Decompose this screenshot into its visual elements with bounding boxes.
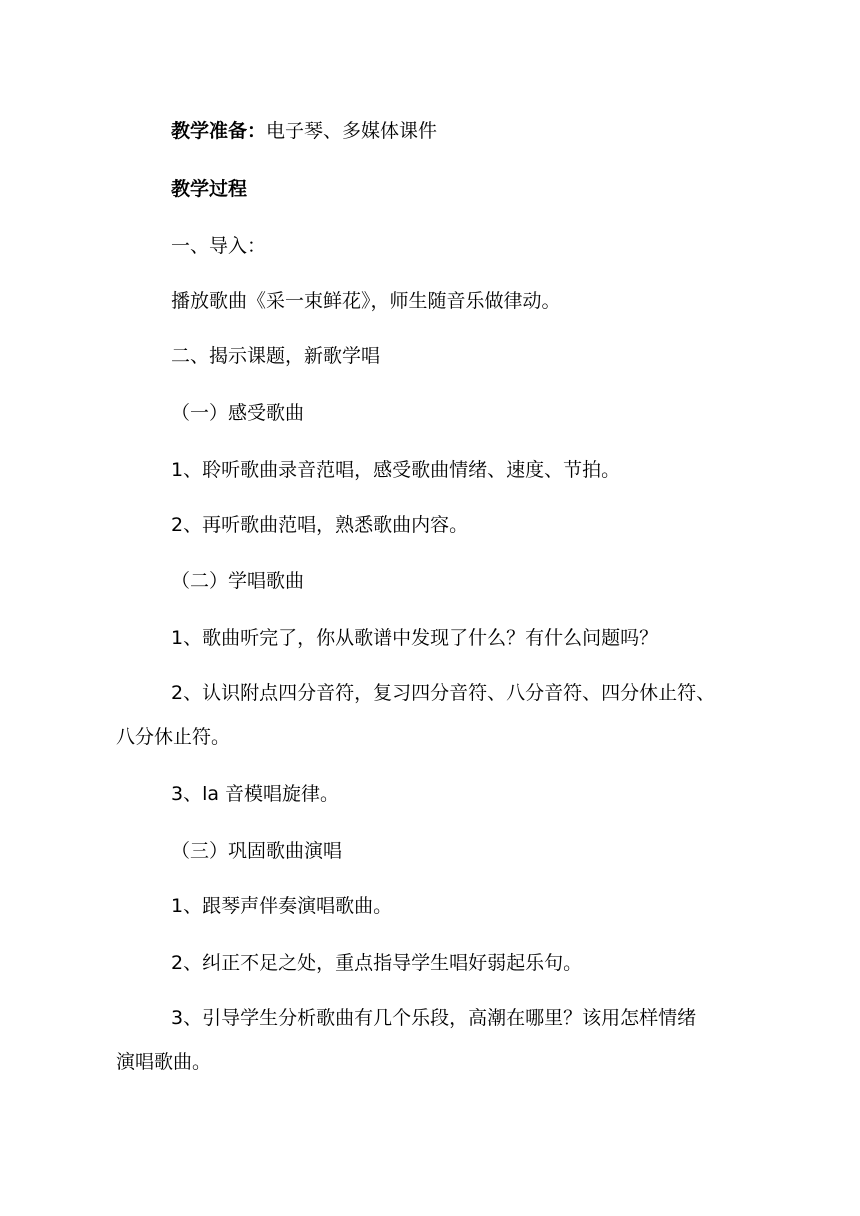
part-learn-song-item: 3、la 音模唱旋律。 (171, 783, 340, 805)
teaching-preparation-text: 电子琴、多媒体课件 (266, 120, 438, 142)
teaching-preparation-label: 教学准备： (171, 120, 267, 142)
part-learn-song-item: 2、认识附点四分音符，复习四分音符、八分音符、四分休止符、 (171, 682, 716, 704)
section-new-song-heading: 二、揭示课题，新歌学唱 (171, 345, 381, 367)
part-feel-song-item: 1、聆听歌曲录音范唱，感受歌曲情绪、速度、节拍。 (171, 459, 621, 481)
part-feel-song-item: 2、再听歌曲范唱，熟悉歌曲内容。 (171, 514, 469, 536)
teaching-process-heading: 教学过程 (171, 178, 248, 200)
teaching-preparation-line (171, 119, 437, 143)
part-learn-song-item: 1、歌曲听完了，你从歌谱中发现了什么？有什么问题吗？ (171, 627, 659, 649)
part-consolidate-item: 2、纠正不足之处，重点指导学生唱好弱起乐句。 (171, 952, 583, 974)
part-feel-song-heading: （一）感受歌曲 (171, 402, 305, 424)
part-consolidate-item: 3、引导学生分析歌曲有几个乐段，高潮在哪里？该用怎样情绪 (171, 1007, 697, 1029)
section-intro-heading: 一、导入： (171, 235, 267, 257)
part-consolidate-item-continuation: 演唱歌曲。 (116, 1051, 212, 1073)
part-consolidate-heading: （三）巩固歌曲演唱 (171, 840, 343, 862)
part-consolidate-item: 1、跟琴声伴奏演唱歌曲。 (171, 895, 393, 917)
section-intro-text: 播放歌曲《采一束鲜花》，师生随音乐做律动。 (171, 290, 561, 312)
part-learn-song-heading: （二）学唱歌曲 (171, 570, 305, 592)
part-learn-song-item-continuation: 八分休止符。 (116, 726, 231, 748)
